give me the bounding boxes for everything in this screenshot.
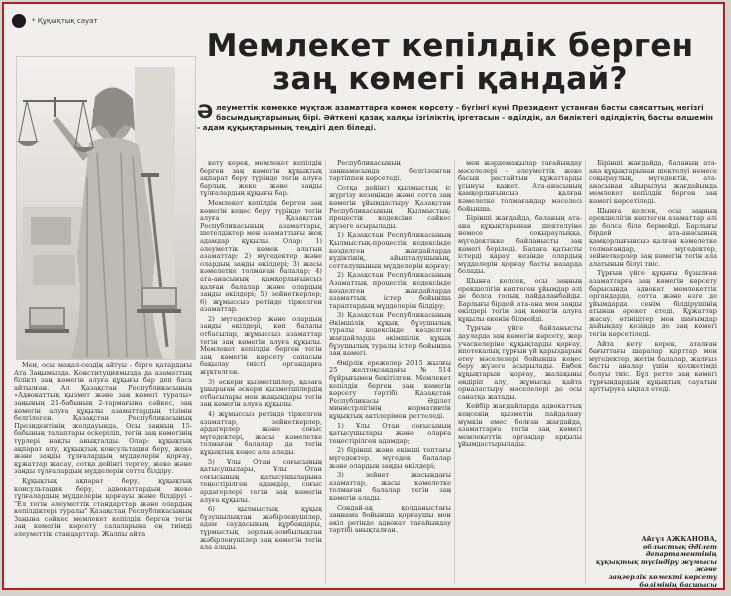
paragraph: Сотқа дейінгі қылмыстық іс жүргізу кезеңінде және сотта заң көмегін ұйымдастыру Қазақстан Республикасының Қылмыстық-процестік кодексіне сәйкес жүзеге асырылады. bbox=[329, 183, 451, 230]
title-line-1: Мемлекет кепілдік берген bbox=[206, 28, 694, 64]
author-role: заңгерлік көмекті көрсету бөлімінің басшысы bbox=[608, 572, 717, 589]
author-signature bbox=[589, 536, 717, 589]
themis-illustration bbox=[16, 56, 196, 360]
paragraph: Сондай-ақ қолданыстағы заңнама бойынша қорғаушы мен өкіл ретінде адвокат тағайындау тәртібі анықталған. bbox=[329, 503, 451, 535]
paragraph: 3) әскери қызметшілер, қазаға ұшыраған әскери қызметшілердің отбасылары мен жақындары тегін заң көмегін алуға құқылы. bbox=[200, 377, 322, 409]
paragraph: Құқықтық ақпарат беру, құқықтық консультация беру, адвокаттардың жеке тұлғалардың мүдделерін қорғауы және білдіруі - "Ел тегін әлеуметтік стандарттар және олардың кепілдіктері туралы" Қазақстан Республикасының Заңына сәйкес мемлекет кепілдік берген тегін заң көмегін көрсету салаларына ең тиімді әлеуметтік стандарттар. Жалпы айта bbox=[14, 476, 192, 539]
lead-text: леуметтік көмекке мұқтаж азаматтарға көмек көрсету - бүгінгі күні Президент ұстанған басты саясаттың негізгі басымдықтарының бірі. Әйткені қазақ халқы ізгіліктің іргетасын - әділдік, ал биліктегі әділдіктің басты өлшемін - адам құқықтарының теңдігі деп біледі. bbox=[197, 103, 713, 132]
column-divider bbox=[454, 160, 455, 584]
paragraph: Өңірлік ережелер 2015 жылғы 25 желтоқсандағы №514 бұйрығымен бекітілген. Мемлекет кепілдік берген заң көмегін көрсету тәртібі Қазақстан Республикасы Әділет министрлігінің нормативтік құқықтық актілерімен реттеледі. bbox=[329, 358, 451, 420]
lady-justice-icon bbox=[17, 57, 195, 359]
article-lead bbox=[197, 103, 715, 133]
paragraph: 6) қылмыстық құқық бұзушылықтан жәбірленушілер, адам саудасының құрбандары, тұрмыстық зорлық-зомбылықтан жәбірленушілер заң көмегін тегін ала алады. bbox=[200, 505, 322, 552]
drop-cap: Ә bbox=[197, 101, 214, 123]
author-role: облыстық Әділет департаментінің bbox=[642, 542, 717, 559]
paragraph: Айта кету керек, аталған бағыттағы шаралар қарттар мен мүгедектер, жетім балалар, жалғыз басты аналар үшін қолжетімді болуы тиіс. Бұл ретте заң көмегі тұрғындардың құқықтық сауатын арттыруға ықпал етеді. bbox=[589, 339, 717, 394]
paragraph: Шынға келсек, осы заңның ерекшелігін көптеген азаматтар әлі де болса біле бермейді. Барлығы бірдей ата-анасының қамқорлығынсыз қалған кәмелетке толмағандар, мүгедектер, зейнеткерлер заң көмегін тегін ала алатынын білуі тиіс. bbox=[589, 206, 717, 268]
text-column-4 bbox=[458, 160, 582, 584]
paragraph: Бірінші жағдайда, баланың ата-ана құқықтарынан шектелуіне немесе соқыраулыққа, мүгедектікке байланысты заң көмегі беріледі. Балаға қатысты істерді қарау кезінде олардың мүдделерін қорғау басты назарда болады. bbox=[458, 214, 582, 276]
newspaper-page bbox=[2, 2, 725, 590]
paragraph: 2) мүгедектер және олардың заңды өкілдері, көп балалы отбасылар, жұмыссыз азаматтар тегін заң көмегін алуға құқылы. Мемлекет кепілдік берген тегін заң көмегін көрсету сапасын бақылау тиісті органдарға жүктелген. bbox=[200, 314, 322, 377]
text-column-2 bbox=[200, 160, 322, 584]
text-column-5 bbox=[589, 160, 717, 528]
paragraph: мен жәрдемақылар тағайындау мәселелері - әлеуметтік жеке басын растайтын құжаттарды ұсынуы қажет. Ата-анасының қамқорлығынсыз қалған кәмелетке толмағандар мәселесі бойынша. bbox=[458, 160, 582, 213]
paragraph: кету керек, мемлекет кепілдік берген заң көмегін құқықтық ақпарат беру түрінде тегін алуға барлық жеке және заңды тұлғалардың құқығы бар. bbox=[200, 160, 322, 198]
column-divider bbox=[325, 160, 326, 584]
paragraph: Мен, осы мақал-сөздің айтуы - бірге қатардағы Ата Заңымызда. Конституциямызда да азаматтың білікті заң көмегін алуға құқығы бар деп баса айтылған. Ал Қазақстан Республикасының «Адвокаттық қызмет және заң көмегі туралы» заңының 21-бабының 2-тармағына сәйкес, заң көмегін алуға құқылы азаматтардың тізімін белгілеген. Қазақстан Республикасының Президентінің жолдауында, Осы заңның 15-бабының талаптары ескеріліп, тегін заң көмегінің түрлері нақты анықталды. Олар: құқықтық ақпарат алу, құқықтық консультация беру, жеке және заңды тұлғалардың мүдделерін қорғау, құжаттар жасау, сотқа дейінгі тергеу, жеке және заңды тұлғалардың мүдделерін сотта білдіру. bbox=[14, 362, 192, 476]
author-name: Айгүл АЖКАНОВА, bbox=[641, 535, 717, 543]
bullet-icon bbox=[12, 14, 26, 28]
paragraph: 5) Ұлы Отан соғысының қатысушылары, Ұлы Отан соғысының қатысушыларына теңестірілген адамдар, соғыс ардагерлері тегін заң көмегін алуға құқылы. bbox=[200, 457, 322, 504]
text-column-3 bbox=[329, 160, 451, 584]
paragraph: Шынға келсек, осы заңның ерекшелігін көптеген ұйымдар әлі де болса толық пайдаланбайды. Барлығы бірдей ата-ана мен заңды өкілдері тегін заң көмегін алуға құқылы екенін білмейді. bbox=[458, 276, 582, 323]
text-column-1 bbox=[14, 362, 192, 584]
paragraph: 2) бірінші және екінші топтағы мүгедектер, мүгедек балалар және олардың заңды өкілдері; bbox=[329, 446, 451, 470]
paragraph: Тұрғын үйге құқығы бұзылған азаматтарға заң көмегін көрсету барысында адвокат мемлекеттік органдарда, сотта және өзге де ұйымдарда сенім білдірушінің атынан әрекет етеді. Құжаттар жасау, өтініштер мен шағымдар дайындау кезінде де заң көмегі тегін көрсетіледі. bbox=[589, 269, 717, 339]
paragraph: Тұрғын үйге байланысты дауларда заң көмегін көрсету, жер учаскелеріне құқықтарды қорғау, ипотекалық тұрғын үй қарыздарын өтеу мәселелері бойынша кеңес беру жүзеге асырылады. Еңбек құқықтарын қорғау, жалақыны өндіріп алу, жұмысқа қайта орналастыру мәселелері де осы санатқа жатады. bbox=[458, 324, 582, 401]
paragraph: 4) жұмыссыз ретінде тіркелген азаматтар, зейнеткерлер, ардагерлер және соғыс мүгедектері, жасы кәмелетке толмаған балалар да тегін құқықтық кеңес ала алады. bbox=[200, 410, 322, 456]
paragraph: Бірінші жағдайда, баланың ата-ана құқықтарынан шектелуі немесе соқыраулық, мүгедектік, ата-анасынан айырылуы жағдайында мемлекет кепілдік берген заң көмегі көрсетіледі. bbox=[589, 160, 717, 205]
author-role: құқықтық түсіндіру жұмысы және bbox=[595, 557, 717, 574]
paragraph: Кейбір жағдайларда адвокаттық кеңсенің қызметін пайдалану мүмкін емес болған жағдайда, азаматтарға тегін заң көмегі мемлекеттік органдар арқылы ұйымдастырылады. bbox=[458, 402, 582, 449]
rubric-label: * Құқықтық сауат bbox=[32, 17, 98, 25]
article-title bbox=[200, 30, 700, 96]
paragraph: 1) Қазақстан Республикасының Қылмыстық-процестік кодексінде көзделген жағдайларда күдіктінің, айыпталушының, сотталушының мүдделерін қорғау; bbox=[329, 231, 451, 270]
paragraph: Мемлекет кепілдік берген заң көмегін кеңес беру түрінде тегін алуға Қазақстан Республикасының азаматтары, шетелдіктер мен азаматтығы жоқ адамдар құқылы. Олар: 1) әлеуметтік көмек алатын азаматтар; 2) мүгедектер және олардың заңды өкілдері; 3) жасы кәмелетке толмаған балалар; 4) ата-анасының қамқорлығынсыз қалған балалар және олардың заңды өкілдері; 5) зейнеткерлер; 6) жұмыссыз ретінде тіркелген азаматтар. bbox=[200, 198, 322, 314]
title-line-2: заң көмегі қандай? bbox=[272, 61, 628, 97]
paragraph: 3) Қазақстан Республикасының Әкімшілік құқық бұзушылық туралы кодексінде көзделген жағдайларда әкімшілік құқық бұзушылық туралы істер бойынша заң көмегі. bbox=[329, 311, 451, 358]
rubric bbox=[12, 14, 98, 28]
paragraph: 2) Қазақстан Республикасының Азаматтық процестік кодексінде көзделген жағдайларда азаматтық істер бойынша тараптардың мүдделерін білдіру; bbox=[329, 271, 451, 310]
column-divider bbox=[585, 160, 586, 584]
paragraph: 1) Ұлы Отан соғысының қатысушылары және оларға теңестірілген адамдар; bbox=[329, 421, 451, 445]
paragraph: 3) зейнет жасындағы азаматтар, жасы кәмелетке толмаған балалар тегін заң көмегін алады. bbox=[329, 471, 451, 502]
paragraph: Республикасының заңнамасында белгіленген тәртіппен көрсетеді. bbox=[329, 160, 451, 183]
